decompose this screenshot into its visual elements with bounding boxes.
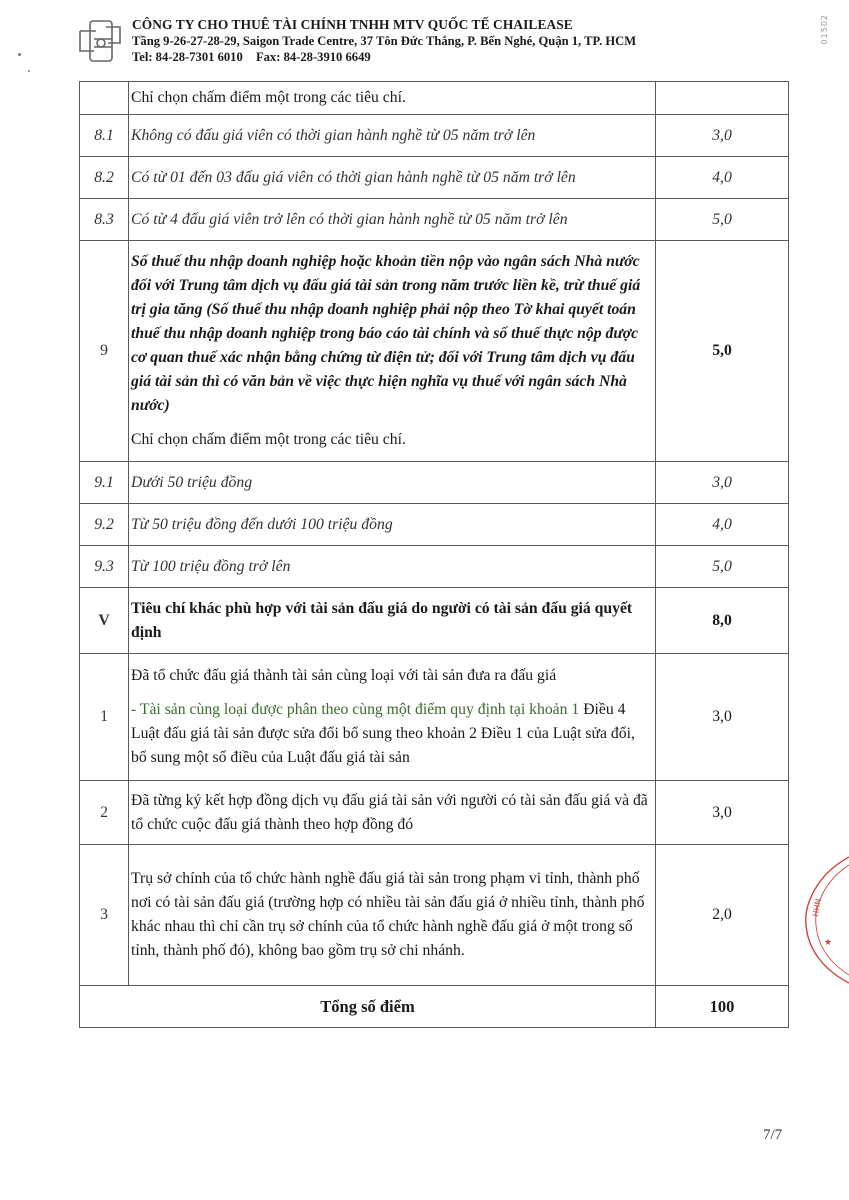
- document-code: 01502: [820, 14, 829, 45]
- table-row: [80, 462, 789, 504]
- letterhead-text: [132, 17, 636, 65]
- row-number: 2: [80, 781, 129, 845]
- svg-text:★: ★: [824, 938, 833, 948]
- table-row: [80, 241, 789, 462]
- criterion-text: Có từ 01 đến 03 đấu giá viên có thời gian hành nghề từ 05 năm trở lên: [129, 157, 656, 199]
- scan-dot: [18, 53, 21, 56]
- score-cell: 2,0: [656, 845, 789, 986]
- criterion-text: Đã từng ký kết hợp đồng dịch vụ đấu giá tài sản với người có tài sản đấu giá và đã tổ chức cuộc đấu giá thành theo hợp đồng đó: [129, 781, 656, 845]
- criterion-text: Tiêu chí khác phù hợp với tài sản đấu giá do người có tài sản đấu giá quyết định: [129, 588, 656, 654]
- row-number: 9.3: [80, 546, 129, 588]
- red-seal-fragment-icon: [796, 855, 849, 985]
- criterion-text: Có từ 4 đấu giá viên trở lên có thời gian hành nghề từ 05 năm trở lên: [129, 199, 656, 241]
- table-row: [80, 781, 789, 845]
- row-number: 8.3: [80, 199, 129, 241]
- criterion-text: Không có đấu giá viên có thời gian hành nghề từ 05 năm trở lên: [129, 115, 656, 157]
- score-cell: 4,0: [656, 157, 789, 199]
- table-row: [80, 504, 789, 546]
- row-number: [80, 82, 129, 115]
- score-cell: 3,0: [656, 781, 789, 845]
- table-row: [80, 588, 789, 654]
- criterion-text: Số thuế thu nhập doanh nghiệp hoặc khoản tiền nộp vào ngân sách Nhà nước đối với Trung tâm dịch vụ đấu giá tài sản trong năm trước liền kề, trừ thuế giá trị gia tăng (Số thuế thu nhập doanh nghiệp phải nộp theo Tờ khai quyết toán thuế thu nhập doanh nghiệp trong báo cáo tài chính và số thuế thực nộp được cơ quan thuế xác nhận bằng chứng từ điện tử; đối với Trung tâm dịch vụ đấu giá tài sản thì có văn bản về việc thực hiện nghĩa vụ thuế với ngân sách Nhà nước): [131, 253, 641, 414]
- row-number: 9.2: [80, 504, 129, 546]
- criterion-text: Đã tổ chức đấu giá thành tài sản cùng loại với tài sản đưa ra đấu giá: [131, 667, 557, 684]
- table-row: [80, 199, 789, 241]
- criterion-note-rest: Điều 4 Luật đấu giá tài sản được sửa đổi bổ sung theo khoản 2 Điều 1 của Luật sửa đổi, bổ sung một số điều của Luật đấu giá tài sản: [131, 701, 635, 766]
- page-number: 7/7: [763, 1127, 783, 1143]
- table-row: [80, 115, 789, 157]
- score-cell: 3,0: [656, 654, 789, 781]
- criterion-note-lead: - Tài sản cùng loại được phân theo cùng một điểm quy định tại khoản 1: [131, 701, 580, 718]
- scan-dot: [28, 70, 30, 72]
- criterion-note: [131, 698, 651, 770]
- criterion-text: Trụ sở chính của tổ chức hành nghề đấu giá tài sản trong phạm vi tỉnh, thành phố nơi có tài sản đấu giá (trường hợp có nhiều tài sản đấu giá ở nhiều tỉnh, thành phố khác nhau thì chỉ cần trụ sở chính của tổ chức hành nghề đấu giá ở một trong số tỉnh, thành phố đó), không bao gồm trụ sở chi nhánh.: [129, 845, 656, 986]
- total-row: [80, 986, 789, 1028]
- row-number: 3: [80, 845, 129, 986]
- score-cell: 5,0: [656, 199, 789, 241]
- criterion-text: Từ 100 triệu đồng trở lên: [129, 546, 656, 588]
- company-name: CÔNG TY CHO THUÊ TÀI CHÍNH TNHH MTV QUỐC TẾ CHAILEASE: [132, 17, 573, 32]
- table-row: [80, 546, 789, 588]
- scoring-criteria-table: [79, 81, 789, 1028]
- company-fax: Fax: 84-28-3910 6649: [255, 50, 371, 64]
- table-row: [80, 157, 789, 199]
- score-cell: 3,0: [656, 462, 789, 504]
- table-row: [80, 82, 789, 115]
- total-label: Tổng số điểm: [80, 986, 656, 1028]
- criterion-cell: [129, 654, 656, 781]
- criterion-text: Từ 50 triệu đồng đến dưới 100 triệu đồng: [129, 504, 656, 546]
- table-row: [80, 654, 789, 781]
- svg-text:HHN: HHN: [811, 898, 824, 918]
- row-number: 9: [80, 241, 129, 462]
- score-cell: 8,0: [656, 588, 789, 654]
- company-address: Tầng 9-26-27-28-29, Saigon Trade Centre, 37 Tôn Đức Thắng, P. Bến Nghé, Quận 1, TP. HCM: [132, 34, 637, 48]
- criterion-note: Chỉ chọn chấm điểm một trong các tiêu chí.: [131, 431, 406, 448]
- score-cell: 3,0: [656, 115, 789, 157]
- score-cell: 4,0: [656, 504, 789, 546]
- row-number: 9.1: [80, 462, 129, 504]
- score-cell: 5,0: [656, 546, 789, 588]
- score-cell: 5,0: [656, 241, 789, 462]
- letterhead: [74, 14, 774, 68]
- criterion-text: Chỉ chọn chấm điểm một trong các tiêu chí.: [129, 82, 656, 115]
- row-number: 8.1: [80, 115, 129, 157]
- row-number: 1: [80, 654, 129, 781]
- criterion-cell: [129, 241, 656, 462]
- table-row: [80, 845, 789, 986]
- total-score: 100: [656, 986, 789, 1028]
- row-number: 8.2: [80, 157, 129, 199]
- company-contact: [132, 49, 636, 65]
- score-cell: [656, 82, 789, 115]
- company-tel: Tel: 84-28-7301 6010: [132, 50, 243, 64]
- row-number: V: [80, 588, 129, 654]
- criterion-text: Dưới 50 triệu đồng: [129, 462, 656, 504]
- company-logo-icon: [74, 17, 126, 65]
